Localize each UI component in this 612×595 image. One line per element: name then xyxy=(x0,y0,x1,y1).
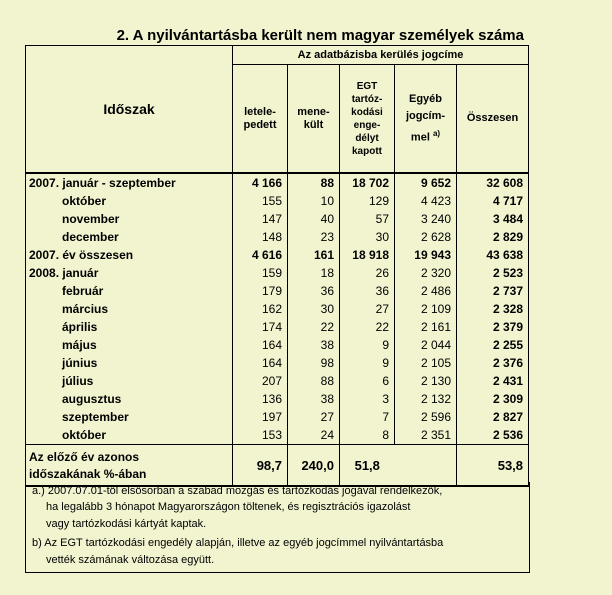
cell-value: 27 xyxy=(288,408,340,426)
table-row xyxy=(26,408,529,426)
cell-value: 10 xyxy=(288,192,340,210)
cell-value: 30 xyxy=(288,300,340,318)
header-col-eea: EGT tartóz- kodási enge- délyt kapott xyxy=(340,65,395,174)
row-label: augusztus xyxy=(26,390,233,408)
cell-value: 197 xyxy=(233,408,288,426)
footnote-a: a.) 2007.07.01-től elsősorban a szabad mozgás és tartózkodás jogával rendelkezők, xyxy=(32,485,443,497)
cell-value: 38 xyxy=(288,336,340,354)
footnote-b-line2: vették számának változása együtt. xyxy=(46,554,215,566)
cell-value: 174 xyxy=(233,318,288,336)
cell-value: 18 xyxy=(288,264,340,282)
row-label: november xyxy=(26,210,233,228)
header-col-settled: letele- pedett xyxy=(233,65,288,174)
cell-value: 22 xyxy=(340,318,395,336)
cell-value: 3 240 xyxy=(395,210,457,228)
cell-value: 4 616 xyxy=(233,246,288,264)
cell-value: 18 918 xyxy=(340,246,395,264)
row-label: 2007. év összesen xyxy=(26,246,233,264)
cell-value: 7 xyxy=(340,408,395,426)
cell-value: 153 xyxy=(233,426,288,445)
summary-value: 240,0 xyxy=(288,445,340,487)
cell-value: 88 xyxy=(288,372,340,390)
row-label: szeptember xyxy=(26,408,233,426)
cell-value: 2 523 xyxy=(457,264,529,282)
row-label: június xyxy=(26,354,233,372)
footnote-a-line2: ha legalább 3 hónapot Magyarországon töltenek, és regisztrációs igazolást xyxy=(46,501,411,513)
row-label: február xyxy=(26,282,233,300)
row-label: július xyxy=(26,372,233,390)
cell-value: 19 943 xyxy=(395,246,457,264)
cell-value: 2 328 xyxy=(457,300,529,318)
header-col-refugee: mene- kült xyxy=(288,65,340,174)
cell-value: 32 608 xyxy=(457,173,529,192)
row-label: október xyxy=(26,192,233,210)
table-row xyxy=(26,318,529,336)
row-label: október xyxy=(26,426,233,445)
cell-value: 155 xyxy=(233,192,288,210)
cell-value: 4 423 xyxy=(395,192,457,210)
cell-value: 2 431 xyxy=(457,372,529,390)
cell-value: 3 xyxy=(340,390,395,408)
cell-value: 2 132 xyxy=(395,390,457,408)
cell-value: 24 xyxy=(288,426,340,445)
summary-value: 53,8 xyxy=(457,445,529,487)
page-title: 2. A nyilvántartásba került nem magyar személyek száma xyxy=(116,27,524,44)
cell-value: 36 xyxy=(288,282,340,300)
cell-value: 2 628 xyxy=(395,228,457,246)
table-row xyxy=(26,336,529,354)
cell-value: 22 xyxy=(288,318,340,336)
cell-value: 2 109 xyxy=(395,300,457,318)
cell-value: 159 xyxy=(233,264,288,282)
cell-value: 57 xyxy=(340,210,395,228)
cell-value: 2 829 xyxy=(457,228,529,246)
summary-label: Az előző év azonos időszakának %-ában xyxy=(26,445,233,487)
header-col-total: Összesen xyxy=(457,65,529,174)
cell-value: 98 xyxy=(288,354,340,372)
cell-value: 38 xyxy=(288,390,340,408)
table-row xyxy=(26,390,529,408)
row-label: 2008. január xyxy=(26,264,233,282)
cell-value: 2 161 xyxy=(395,318,457,336)
cell-value: 2 376 xyxy=(457,354,529,372)
header-group: Az adatbázisba kerülés jogcíme xyxy=(233,46,529,65)
cell-value: 2 255 xyxy=(457,336,529,354)
cell-value: 26 xyxy=(340,264,395,282)
footnotes xyxy=(25,482,530,573)
cell-value: 4 166 xyxy=(233,173,288,192)
cell-value: 2 536 xyxy=(457,426,529,445)
cell-value: 129 xyxy=(340,192,395,210)
summary-row xyxy=(26,445,529,487)
cell-value: 30 xyxy=(340,228,395,246)
cell-value: 2 379 xyxy=(457,318,529,336)
row-label: március xyxy=(26,300,233,318)
table-row xyxy=(26,354,529,372)
cell-value: 164 xyxy=(233,336,288,354)
table-row xyxy=(26,426,529,445)
cell-value: 2 309 xyxy=(457,390,529,408)
footnote-marker: a) xyxy=(432,128,441,138)
row-label: május xyxy=(26,336,233,354)
cell-value: 43 638 xyxy=(457,246,529,264)
cell-value: 2 130 xyxy=(395,372,457,390)
table-row xyxy=(26,210,529,228)
cell-value: 2 351 xyxy=(395,426,457,445)
table-row xyxy=(26,372,529,390)
footnote-b: b) Az EGT tartózkodási engedély alapján, illetve az egyéb jogcímmel nyilvántartásba xyxy=(32,537,444,549)
cell-value: 164 xyxy=(233,354,288,372)
table-row xyxy=(26,228,529,246)
row-label: április xyxy=(26,318,233,336)
table-row xyxy=(26,173,529,192)
cell-value: 9 652 xyxy=(395,173,457,192)
cell-value: 136 xyxy=(233,390,288,408)
cell-value: 8 xyxy=(340,426,395,445)
cell-value: 40 xyxy=(288,210,340,228)
summary-value: 51,8 xyxy=(340,445,395,487)
cell-value: 2 596 xyxy=(395,408,457,426)
cell-value: 147 xyxy=(233,210,288,228)
cell-value: 179 xyxy=(233,282,288,300)
footnote-a-line3: vagy tartózkodási kártyát kaptak. xyxy=(46,518,207,530)
cell-value: 148 xyxy=(233,228,288,246)
row-label: 2007. január - szeptember xyxy=(26,173,233,192)
header-period: Időszak xyxy=(26,46,233,174)
cell-value: 207 xyxy=(233,372,288,390)
cell-value: 2 827 xyxy=(457,408,529,426)
cell-value: 2 105 xyxy=(395,354,457,372)
cell-value: 3 484 xyxy=(457,210,529,228)
cell-value: 23 xyxy=(288,228,340,246)
table-row xyxy=(26,282,529,300)
cell-value: 18 702 xyxy=(340,173,395,192)
cell-value: 88 xyxy=(288,173,340,192)
summary-value: 98,7 xyxy=(233,445,288,487)
summary-value xyxy=(395,445,457,487)
cell-value: 4 717 xyxy=(457,192,529,210)
data-table xyxy=(25,45,529,487)
cell-value: 36 xyxy=(340,282,395,300)
row-label: december xyxy=(26,228,233,246)
cell-value: 2 486 xyxy=(395,282,457,300)
cell-value: 161 xyxy=(288,246,340,264)
cell-value: 9 xyxy=(340,354,395,372)
cell-value: 2 737 xyxy=(457,282,529,300)
cell-value: 9 xyxy=(340,336,395,354)
cell-value: 27 xyxy=(340,300,395,318)
header-col-other: Egyéb jogcím- mel $^{a)}$ xyxy=(395,65,457,174)
cell-value: 2 044 xyxy=(395,336,457,354)
cell-value: 2 320 xyxy=(395,264,457,282)
table-row xyxy=(26,300,529,318)
cell-value: 6 xyxy=(340,372,395,390)
table-row xyxy=(26,264,529,282)
cell-value: 162 xyxy=(233,300,288,318)
table-row xyxy=(26,246,529,264)
table-row xyxy=(26,192,529,210)
